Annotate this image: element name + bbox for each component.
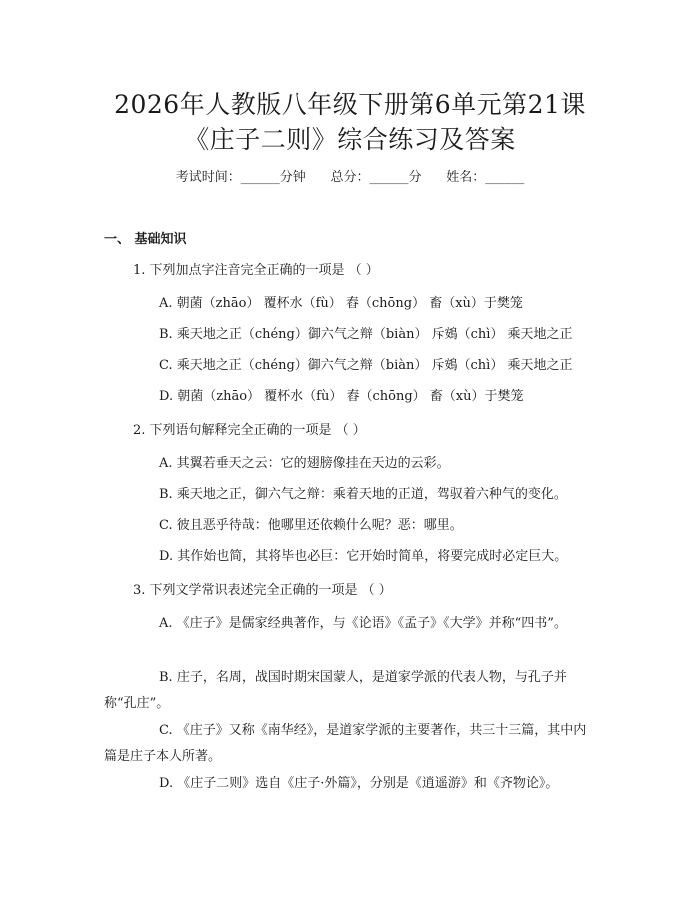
question-3-stem: 3. 下列文学常识表述完全正确的一项是 （ ） — [133, 583, 392, 598]
question-1-option-b: B. 乘天地之正（chéng）御六气之辩（biàn） 斥鴳（chì） 乘天地之正 — [159, 327, 573, 342]
question-2-option-b: B. 乘天地之正，御六气之辩：乘着天地的正道，驾驭着六种气的变化。 — [159, 487, 567, 502]
question-3-option-a: A. 《庄子》是儒家经典著作，与《论语》《孟子》《大学》并称“四书”。 — [159, 616, 567, 631]
question-2-option-a: A. 其翼若垂天之云：它的翅膀像挂在天边的云彩。 — [159, 456, 450, 471]
question-1-stem: 1. 下列加点字注音完全正确的一项是 （ ） — [133, 263, 379, 278]
question-2-stem: 2. 下列语句解释完全正确的一项是 （ ） — [133, 423, 366, 438]
question-1-option-c: C. 乘天地之正（chéng）御六气之辩（biàn） 斥鴳（chì） 乘天地之正 — [159, 358, 573, 373]
question-1-option-a: A. 朝菌（zhāo） 覆杯水（fù） 舂（chōng） 畜（xù）于樊笼 — [159, 296, 523, 311]
question-2-option-d: D. 其作始也简，其将毕也必巨：它开始时简单，将要完成时必定巨大。 — [159, 549, 568, 564]
doc-title-line-2: 《庄子二则》综合练习及答案 — [184, 125, 516, 154]
question-3-option-d: D. 《庄子二则》选自《庄子·外篇》，分别是《逍遥游》和《齐物论》。 — [159, 776, 559, 791]
question-1-option-d: D. 朝菌（zhāo） 覆杯水（fù） 舂（chōng） 畜（xù）于樊笼 — [159, 389, 524, 404]
question-3-option-b: B. 庄子，名周，战国时期宋国蒙人，是道家学派的代表人物，与孔子并称“孔庄”。 — [104, 670, 567, 711]
doc-title-line-1: 2026年人教版八年级下册第6单元第21课 — [114, 90, 586, 119]
question-2-option-c: C. 彼且恶乎待哉：他哪里还依赖什么呢？恶：哪里。 — [159, 518, 463, 533]
question-3-option-c: C. 《庄子》又称《南华经》，是道家学派的主要著作，共三十三篇，其中内篇是庄子本人所著。 — [104, 723, 587, 764]
exam-info-line: 考试时间：______分钟 总分：______分 姓名：______ — [175, 170, 525, 185]
section-heading: 一、 基础知识 — [104, 232, 187, 247]
